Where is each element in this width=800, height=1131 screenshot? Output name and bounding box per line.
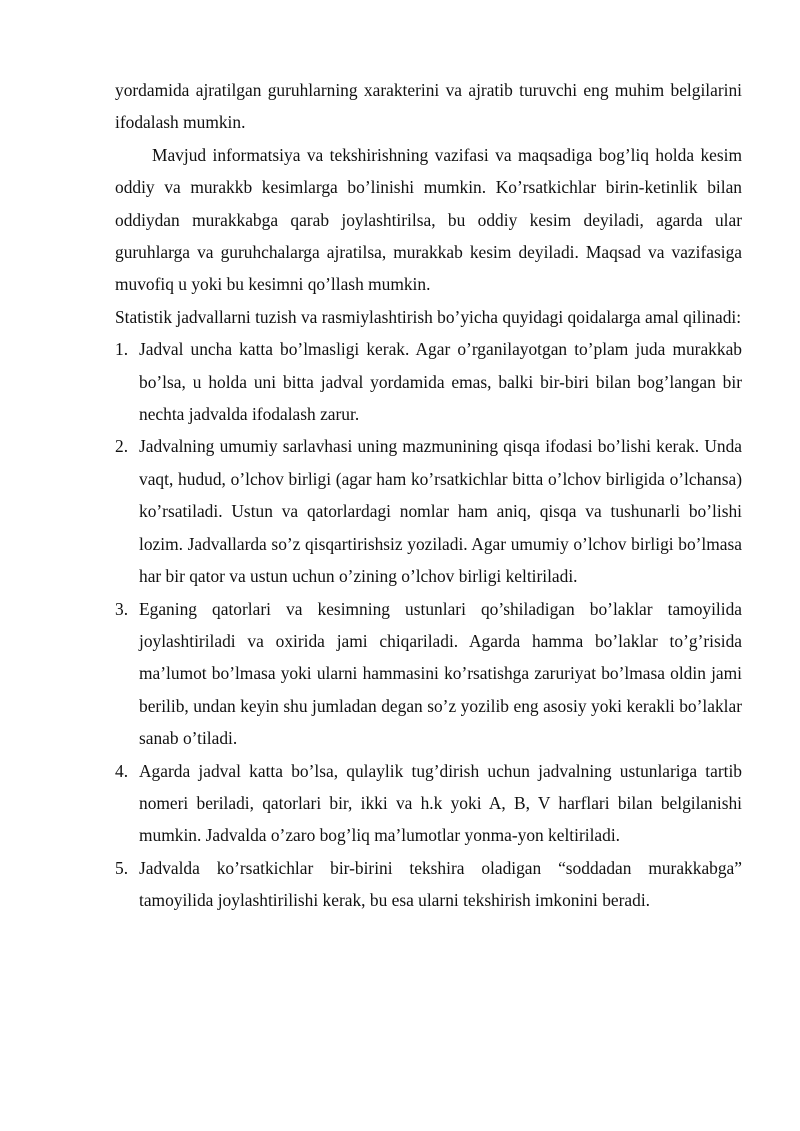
list-text: Agarda jadval katta bo’lsa, qulaylik tug’dirish uchun jadvalning ustunlariga tartib nomeri beriladi, qatorlari bir, ikki va h.k yoki A, B, V harflari bilan belgilanishi mumkin. Jadvalda o’zaro bog’liq ma’lumotlar yonma-yon keltiriladi. [139,760,742,846]
paragraph-continuation: yordamida ajratilgan guruhlarning xarakterini va ajratib turuvchi eng muhim belgilarini ifodalash mumkin. [115,80,742,133]
list-text: Jadvalning umumiy sarlavhasi uning mazmunining qisqa ifodasi bo’lishi kerak. Unda vaqt, hudud, o’lchov birligi (agar ham ko’rsatkichlar bitta o’lchov birligida o’lchansa) ko’rsatiladi. Ustun va qatorlardagi nomlar ham aniq, qisqa va tushunarli bo’lishi lozim. Jadvallarda so’z qisqartirishsiz yoziladi. Agar umumiy o’lchov birligi bo’lmasa har bir qator va ustun uchun o’zining o’lchov birligi keltiriladi. [139,436,742,587]
document-page [115,74,742,917]
list-number: 4. [115,760,129,781]
paragraph-rules-intro: Statistik jadvallarni tuzish va rasmiylashtirish bo’yicha quyidagi qoidalarga amal qilinadi: [115,306,742,327]
list-text: Jadvalda ko’rsatkichlar bir-birini tekshira oladigan “soddadan murakkabga” tamoyilida joylashtirilishi kerak, bu esa ularni tekshirish imkonini beradi. [139,857,742,911]
list-number: 1. [115,339,129,360]
list-item [115,755,742,852]
list-number: 3. [115,598,129,619]
rules-list [115,333,742,916]
paragraph-kesim: Mavjud informatsiya va tekshirishning vazifasi va maqsadiga bog’liq holda kesim oddiy va murakkb kesimlarga bo’linishi mumkin. Ko’rsatkichlar birin-ketinlik bilan oddiydan murakkabga qarab joylashtirilsa, bu oddiy kesim deyiladi, agarda ular guruhlarga va guruhchalarga ajratilsa, murakkab kesim deyiladi. Maqsad va vazifasiga muvofiq u yoki bu kesimni qo’llash mumkin. [115,144,742,295]
list-text: Eganing qatorlari va kesimning ustunlari qo’shiladigan bo’laklar tamoyilida joylashtiriladi va oxirida jami chiqariladi. Agarda hamma bo’laklar to’g’risida ma’lumot bo’lmasa yoki ularni hammasini ko’rsatishga zaruriyat bo’lmasa oldin jami berilib, undan keyin shu jumladan degan so’z yozilib eng asosiy yoki kerakli bo’laklar sanab o’tiladi. [139,598,742,749]
list-item [115,593,742,755]
list-text: Jadval uncha katta bo’lmasligi kerak. Agar o’rganilayotgan to’plam juda murakkab bo’lsa, u holda uni bitta jadval yordamida emas, balki bir-biri bilan bog’langan bir nechta jadvalda ifodalash zarur. [139,339,742,425]
list-item [115,333,742,430]
list-number: 2. [115,436,129,457]
list-item [115,430,742,592]
list-item [115,852,742,917]
list-number: 5. [115,857,129,878]
